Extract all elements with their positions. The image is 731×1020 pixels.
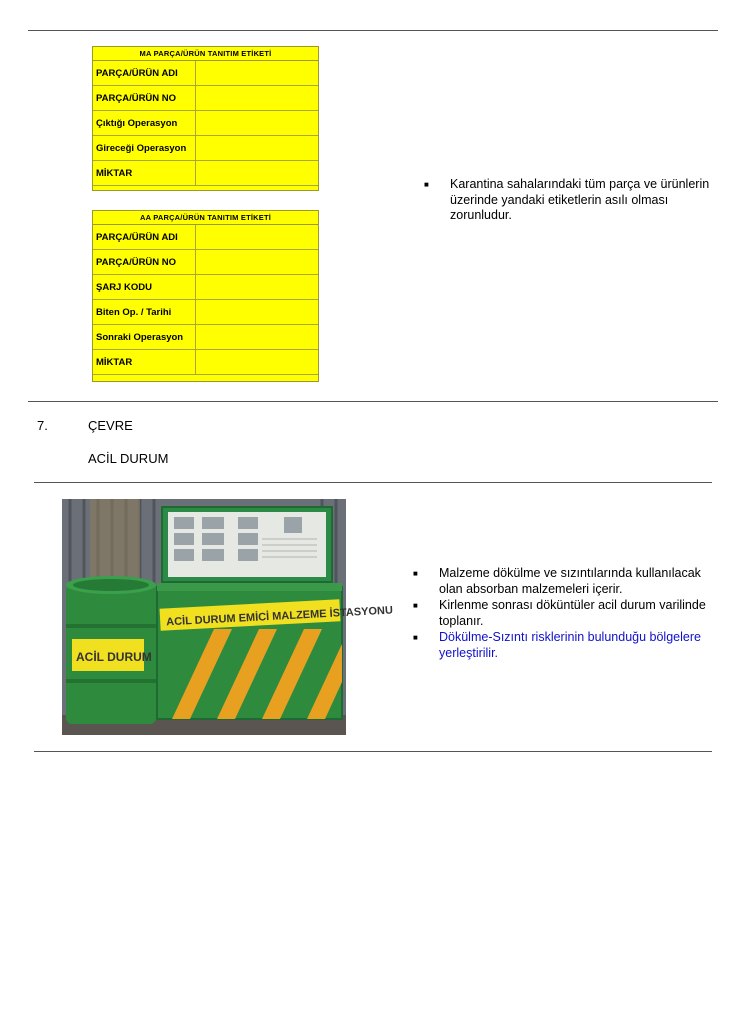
barrel-label: ACİL DURUM: [76, 650, 152, 664]
bullet-icon: ■: [424, 180, 429, 189]
ma-label-title: MA PARÇA/ÜRÜN TANITIM ETİKETİ: [93, 47, 318, 61]
label-row: [93, 300, 318, 325]
list-item: [413, 598, 711, 629]
bullet-icon: ■: [413, 601, 418, 610]
bullet-text: Dökülme-Sızıntı risklerinin bulunduğu bölgelere yerleştirilir.: [439, 630, 701, 660]
row-key: MİKTAR: [93, 161, 196, 185]
bullet-icon: ■: [413, 569, 418, 578]
label-row: [93, 325, 318, 350]
label-row: [93, 275, 318, 300]
station-label: ACİL DURUM EMİCİ MALZEME İSTASYONU: [165, 604, 394, 629]
bottom-rule: [34, 751, 712, 752]
ma-part-label: [92, 46, 319, 191]
quarantine-bullets: [424, 177, 716, 225]
row-key: Biten Op. / Tarihi: [93, 300, 196, 324]
row-key: ŞARJ KODU: [93, 275, 196, 299]
row-key: Sonraki Operasyon: [93, 325, 196, 349]
bullet-icon: ■: [413, 633, 418, 642]
subsection-rule: [34, 482, 712, 483]
label-row: [93, 161, 318, 186]
list-item: [424, 177, 716, 224]
label-row: [93, 136, 318, 161]
section-rule: [28, 401, 718, 402]
top-rule: [28, 30, 718, 31]
bullet-text: Malzeme dökülme ve sızıntılarında kullanılacak olan absorban malzemeleri içerir.: [439, 566, 701, 596]
label-row: [93, 225, 318, 250]
list-item: [413, 630, 711, 661]
bullet-text: Karantina sahalarındaki tüm parça ve ürünlerin üzerinde yandaki etiketlerin asılı olması zorunludur.: [450, 177, 710, 222]
label-row: [93, 86, 318, 111]
row-key: PARÇA/ÜRÜN ADI: [93, 225, 196, 249]
aa-part-label: [92, 210, 319, 382]
emergency-station-photo: [62, 499, 394, 735]
section-title: ÇEVRE: [88, 418, 133, 433]
row-key: Gireceği Operasyon: [93, 136, 196, 160]
aa-label-title: AA PARÇA/ÜRÜN TANITIM ETİKETİ: [93, 211, 318, 225]
row-key: MİKTAR: [93, 350, 196, 374]
label-row: [93, 350, 318, 375]
label-row: [93, 61, 318, 86]
row-key: PARÇA/ÜRÜN ADI: [93, 61, 196, 85]
list-item: [413, 566, 711, 597]
bullet-text: Kirlenme sonrası döküntüler acil durum varilinde toplanır.: [439, 598, 706, 628]
row-key: PARÇA/ÜRÜN NO: [93, 250, 196, 274]
section-subtitle: ACİL DURUM: [88, 451, 169, 466]
spill-bullets: [413, 566, 711, 662]
row-key: Çıktığı Operasyon: [93, 111, 196, 135]
label-row: [93, 250, 318, 275]
section-number: 7.: [37, 418, 48, 433]
row-key: PARÇA/ÜRÜN NO: [93, 86, 196, 110]
label-row: [93, 111, 318, 136]
